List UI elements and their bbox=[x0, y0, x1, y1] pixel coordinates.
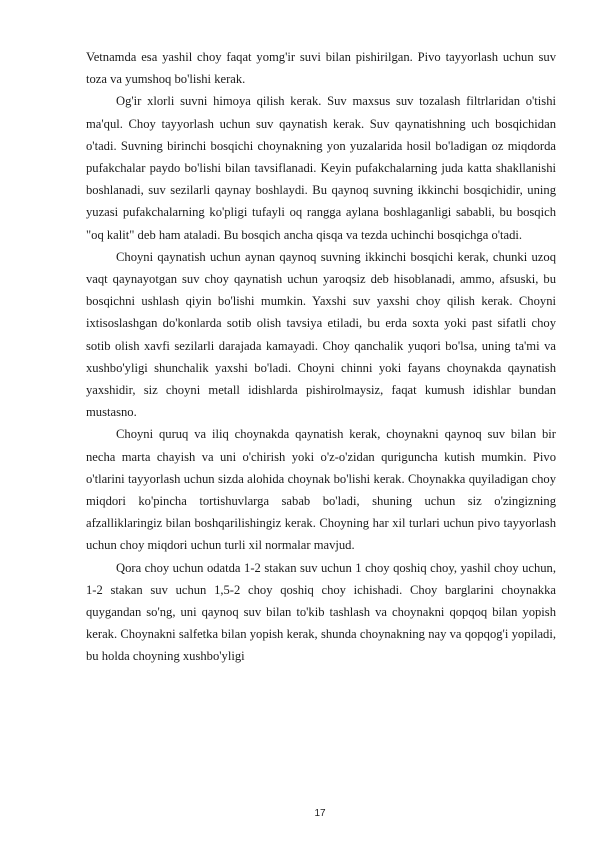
paragraph-4: Choyni quruq va iliq choynakda qaynatish kerak, choynakni qaynoq suv bilan bir necha marta chayish va uni o'chirish yoki o'z-o'zidan quriguncha kutish mumkin. Pivo o'tlarini tayyorlash uchun sizda alohida choynak bo'lishi kerak. Choynakka quyiladigan choy miqdori ko'pincha tortishuvlarga sabab bo'ladi, shuning uchun siz o'zingizning afzalliklaringiz bilan boshqarilishingiz kerak. Choyning har xil turlari uchun pivo tayyorlash uchun choy miqdori uchun turli xil normalar mavjud. bbox=[86, 427, 556, 553]
page-number: 17 bbox=[314, 808, 326, 819]
paragraph-3: Choyni qaynatish uchun aynan qaynoq suvning ikkinchi bosqichi kerak, chunki uzoq vaqt qaynayotgan suv choy qaynatish uchun yaroqsiz deb hisoblanadi, ammo, afsuski, bu bosqichni ushlash qiyin bo'lishi mumkin. Yaxshi suv yaxshi choy qilish kerak. Choyni ixtisoslashgan do'konlarda sotib olish tavsiya etiladi, bu erda soxta yoki past sifatli choy sotib olish xavfi sezilarli darajada kamayadi. Choy qanchalik yuqori bo'lsa, uning ta'mi va xushbo'yligi shunchalik yaxshi bo'ladi. Choyni chinni yoki fayans choynakda qaynatish yaxshidir, siz choyni metall idishlarda pishirolmaysiz, faqat kumush idishlar bundan mustasno. bbox=[86, 249, 556, 420]
paragraph-1: Vetnamda esa yashil choy faqat yomg'ir suvi bilan pishirilgan. Pivo tayyorlash uchun suv toza va yumshoq bo'lishi kerak. bbox=[86, 50, 556, 87]
paragraph-2: Og'ir xlorli suvni himoya qilish kerak. Suv maxsus suv tozalash filtrlaridan o'tishi ma'qul. Choy tayyorlash uchun suv qaynatish kerak. Suv qaynatishning uch bosqichidan o'tadi. Suvning birinchi bosqichi choynakning yon yuzalarida hosil bo'ladigan oz miqdorda pufakchalar paydo bo'lishi bilan tavsiflanadi. Keyin pufakchalarning juda katta shakllanishi boshlanadi, suv sezilarli qaynay boshlaydi. Bu qaynoq suvning ikkinchi bosqichidir, uning yuzasi pufakchalarning ko'pligi tufayli oq rangga aylana boshlaganligi sababli, bu bosqich "oq kalit" deb ham ataladi. Bu bosqich ancha qisqa va tezda uchinchi bosqichga o'tadi. bbox=[86, 94, 556, 242]
document-body bbox=[86, 46, 556, 668]
paragraph-5: Qora choy uchun odatda 1-2 stakan suv uchun 1 choy qoshiq choy, yashil choy uchun, 1-2 stakan suv uchun 1,5-2 choy qoshiq choy ichishadi. Choy barglarini choynakka quygandan so'ng, uni qaynoq suv bilan to'kib tashlash va choynakni qopqoq bilan yopish kerak. Choynakni salfetka bilan yopish kerak, shunda choynakning nay va qopqog'i yopiladi, bu holda choyning xushbo'yligi bbox=[86, 560, 556, 664]
